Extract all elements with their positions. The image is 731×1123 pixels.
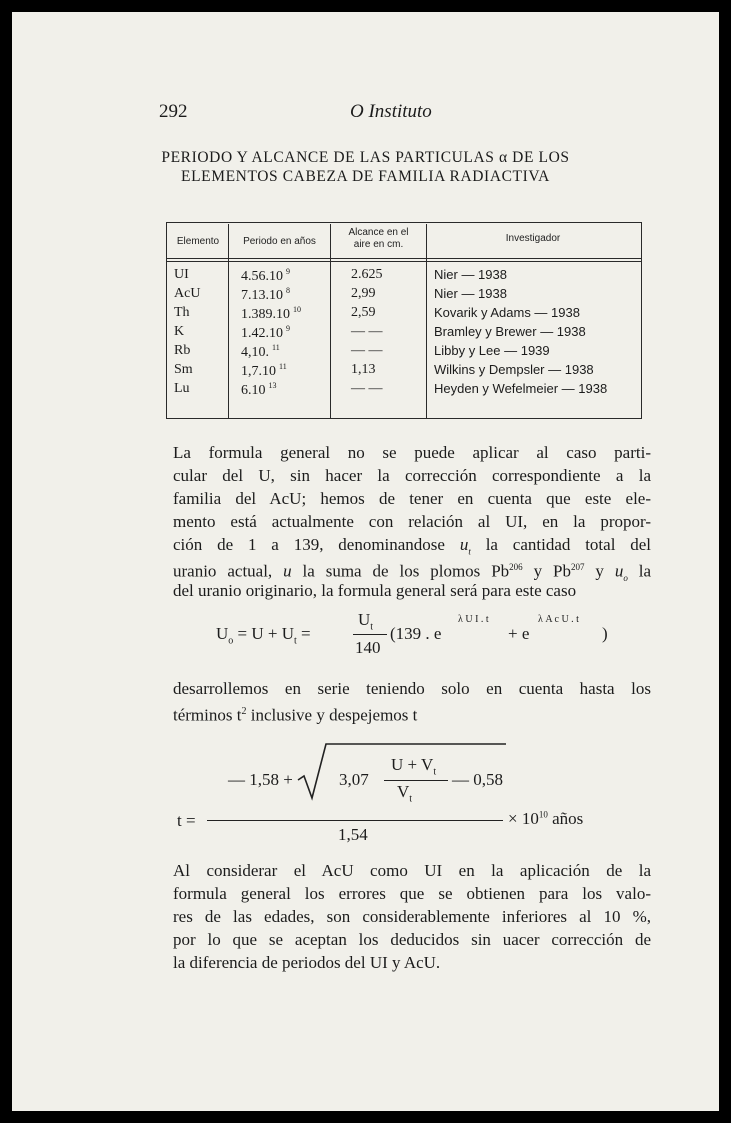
formula-1-close: ) xyxy=(602,624,608,643)
inner-fraction-bar xyxy=(384,780,448,781)
text-line: familia del AcU; hemos de tener en cuenta que este ele- xyxy=(173,489,651,508)
cell-periodo: 4.56.10 $^9$ xyxy=(241,267,290,284)
cell-elemento: UI xyxy=(174,267,189,282)
paragraph-1 xyxy=(173,441,651,602)
text-line: mento está actualmente con relación al UI, en la propor- xyxy=(173,512,651,531)
cell-periodo-exponent: 8 xyxy=(286,286,290,295)
table-header-divider-double xyxy=(166,261,642,262)
cell-periodo: 1.389.10 $^{10}$ xyxy=(241,305,301,322)
fraction-bar xyxy=(353,634,387,635)
formula-1-paren: (139 . e xyxy=(390,624,442,643)
cell-elemento: Lu xyxy=(174,381,190,396)
text-line: por lo que se aceptan los deducidos sin uacer corrección de xyxy=(173,930,651,949)
text-line: res de las edades, son considerablemente inferiores al 10 %, xyxy=(173,907,651,926)
cell-investigador: Nier — 1938 xyxy=(434,267,507,282)
text-line: formula general los errores que se obtienen para los valo- xyxy=(173,884,651,903)
text-line: la diferencia de periodos del UI y AcU. xyxy=(173,953,441,972)
cell-investigador: Libby y Lee — 1939 xyxy=(434,343,550,358)
text-line: ción de 1 a 139, denominandose $u_t$ la cantidad total del xyxy=(173,535,652,557)
table-title-line-2: ELEMENTOS CABEZA DE FAMILIA RADIACTIVA xyxy=(181,168,550,185)
formula-2-inner-den: $V_t$ xyxy=(397,782,413,805)
cell-periodo: 6.10 $^{13}$ xyxy=(241,381,277,398)
formula-2-minus: — 1,58 + xyxy=(228,770,293,789)
column-header-alcance-1: Alcance en el xyxy=(348,227,409,238)
page-number: 292 xyxy=(159,101,188,122)
cell-investigador: Kovarik y Adams — 1938 xyxy=(434,305,580,320)
cell-investigador: Nier — 1938 xyxy=(434,286,507,301)
paragraph-2 xyxy=(173,677,651,723)
table-col-divider xyxy=(330,224,331,418)
text-line: del uranio originario, la formula general será para este caso xyxy=(173,581,577,600)
formula-2-coef: 3,07 xyxy=(339,770,369,789)
table-col-divider xyxy=(426,224,427,418)
cell-periodo-exponent: 11 xyxy=(272,343,280,352)
cell-periodo-exponent: 9 xyxy=(286,324,290,333)
text-line: uranio actual, u la suma de los plomos Pb$^{206}$ y Pb$^{207}$ y $u_o$ la xyxy=(173,561,652,584)
formula-1-plus: + e xyxy=(508,624,530,643)
cell-investigador: Wilkins y Dempsler — 1938 xyxy=(434,362,594,377)
text-line: La formula general no se puede aplicar al caso parti- xyxy=(173,443,651,462)
text-line: desarrollemos en serie teniendo solo en cuenta hasta los xyxy=(173,679,651,698)
cell-alcance: — — xyxy=(351,343,383,358)
cell-elemento: Sm xyxy=(174,362,193,377)
cell-alcance: 2.625 xyxy=(351,267,383,282)
cell-alcance: 1,13 xyxy=(351,362,376,377)
cell-periodo: 1.42.10 $^9$ xyxy=(241,324,290,341)
table-col-divider xyxy=(228,224,229,418)
formula-2-lhs: t = xyxy=(177,811,196,830)
formula-2-times: × $10^{10}$ años xyxy=(508,809,584,828)
cell-alcance: 2,99 xyxy=(351,286,376,301)
formula-2-inner-num: $U + V_t$ xyxy=(391,755,437,778)
cell-periodo-exponent: 10 xyxy=(293,305,301,314)
paragraph-3 xyxy=(173,859,651,974)
formula-1-exp2: λ A c U . t xyxy=(538,614,579,625)
text-line: cular del U, sin hacer la corrección correspondiente a la xyxy=(173,466,651,485)
cell-periodo: 1,7.10 $^{11}$ xyxy=(241,362,287,379)
main-fraction-bar xyxy=(207,820,503,821)
formula-1: $U_o = U + U_t$ = xyxy=(216,624,311,647)
formula-2-den: 1,54 xyxy=(338,825,368,844)
page xyxy=(12,12,719,1111)
column-header-investigador: Investigador xyxy=(505,233,561,244)
cell-elemento: AcU xyxy=(174,286,201,301)
cell-elemento: K xyxy=(174,324,185,339)
cell-elemento: Th xyxy=(174,305,190,320)
cell-alcance: — — xyxy=(351,381,383,396)
text-line: Al considerar el AcU como UI en la aplicación de la xyxy=(173,861,651,880)
table-title-line-1: PERIODO Y ALCANCE DE LAS PARTICULAS α DE LOS xyxy=(161,149,570,166)
running-title: O Instituto xyxy=(350,101,432,122)
cell-periodo-exponent: 13 xyxy=(268,381,277,390)
cell-alcance: 2,59 xyxy=(351,305,376,320)
cell-investigador: Heyden y Wefelmeier — 1938 xyxy=(434,381,608,396)
formula-1-denominator: 140 xyxy=(355,638,381,657)
column-header-alcance-2: aire en cm. xyxy=(353,239,404,250)
cell-periodo-exponent: 9 xyxy=(286,267,290,276)
cell-investigador: Bramley y Brewer — 1938 xyxy=(434,324,586,339)
formula-1-exp1: λ U I . t xyxy=(458,614,489,625)
cell-periodo: 4,10. $^{11}$ xyxy=(241,343,280,360)
formula-1-numerator: $U_t$ xyxy=(358,610,374,633)
column-header-elemento: Elemento xyxy=(176,236,220,247)
column-header-periodo: Periodo en años xyxy=(243,236,316,247)
formula-2-minus2: — 0,58 xyxy=(452,770,503,789)
cell-periodo: 7.13.10 $^8$ xyxy=(241,286,290,303)
cell-elemento: Rb xyxy=(174,343,191,358)
table-header-divider xyxy=(166,258,642,259)
cell-alcance: — — xyxy=(351,324,383,339)
cell-periodo-exponent: 11 xyxy=(279,362,287,371)
text-line: términos $t^2$ inclusive y despejemos t xyxy=(173,705,418,725)
